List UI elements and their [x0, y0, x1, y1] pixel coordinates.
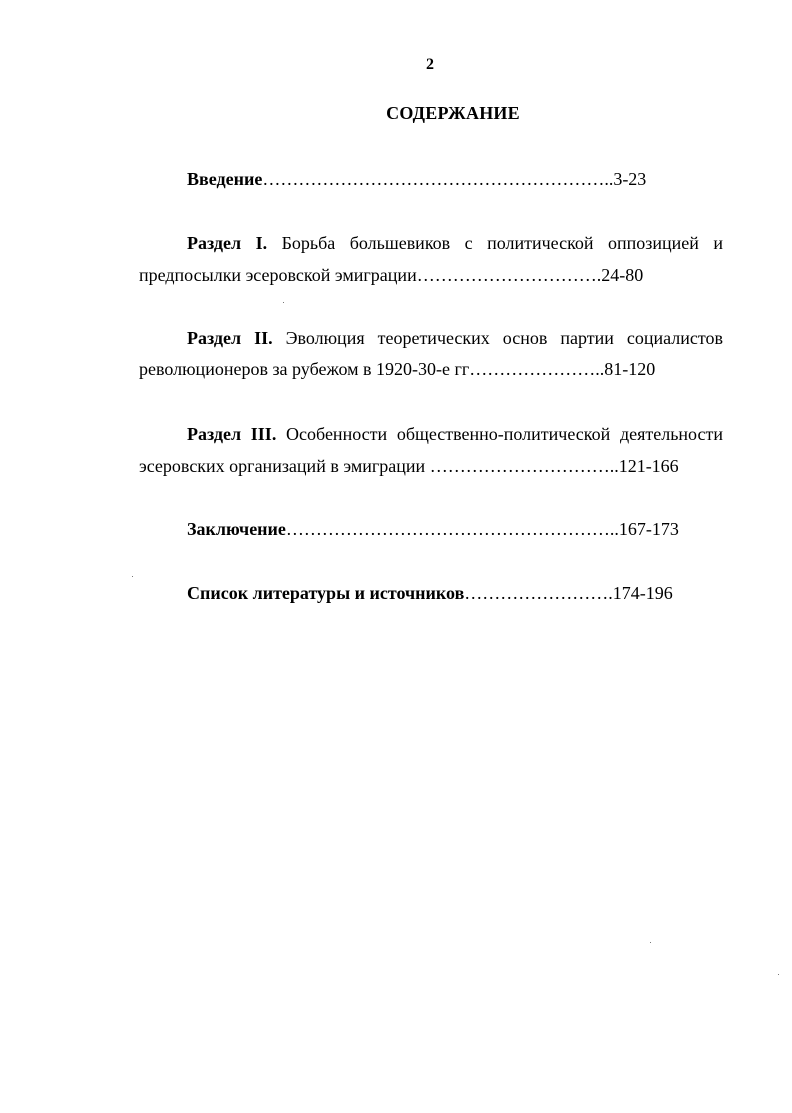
toc-entry-text: Особенности общественно-политической деятельности: [286, 424, 723, 444]
toc-heading: Список литературы и источников: [187, 583, 465, 603]
toc-entry-text: предпосылки эсеровской эмиграции: [139, 265, 417, 285]
toc-leader-dots: ………………………………………………..: [285, 519, 619, 539]
toc-entry-section-3-line1: [187, 423, 723, 445]
toc-entry-section-2-line2: [139, 358, 655, 380]
toc-leader-dots: …………………………………………………..: [262, 169, 614, 189]
toc-heading: Введение: [187, 169, 263, 189]
toc-entry-text: эсеровских организаций в эмиграции: [139, 456, 430, 476]
page-number: 2: [426, 56, 434, 73]
toc-leader-dots: …………………………..: [429, 456, 619, 476]
toc-page-range: 174-196: [612, 583, 673, 603]
toc-entry-text: Борьба большевиков с политической оппозицией и: [281, 233, 724, 253]
scan-speck: [283, 302, 284, 303]
toc-entry-section-1-line2: [139, 264, 643, 286]
toc-heading: Заключение: [187, 519, 286, 539]
page-title: СОДЕРЖАНИЕ: [386, 103, 520, 123]
toc-page-range: 81-120: [604, 359, 656, 379]
toc-heading: Раздел III.: [187, 424, 277, 444]
toc-entry-section-3-line2: [139, 455, 679, 477]
scan-speck: [132, 576, 133, 577]
toc-entry-introduction: [187, 168, 646, 190]
toc-page-range: 121-166: [618, 456, 679, 476]
toc-page-range: 167-173: [618, 519, 679, 539]
toc-page-range: 3-23: [613, 169, 647, 189]
toc-entry-conclusion: [187, 518, 679, 540]
toc-heading: Раздел I.: [187, 233, 268, 253]
toc-heading: Раздел II.: [187, 328, 273, 348]
toc-entry-section-1-line1: [187, 232, 723, 254]
scan-speck: [650, 942, 651, 943]
toc-leader-dots: …………………….: [464, 583, 613, 603]
toc-entry-text: революционеров за рубежом в 1920-30-е гг: [139, 359, 470, 379]
toc-entry-bibliography: [187, 582, 673, 604]
toc-page-range: 24-80: [601, 265, 644, 285]
scan-speck: [778, 974, 779, 975]
toc-leader-dots: ………………………….: [416, 265, 602, 285]
toc-leader-dots: …………………..: [469, 359, 605, 379]
toc-entry-section-2-line1: [187, 327, 723, 349]
toc-entry-text: Эволюция теоретических основ партии социалистов: [285, 328, 724, 348]
